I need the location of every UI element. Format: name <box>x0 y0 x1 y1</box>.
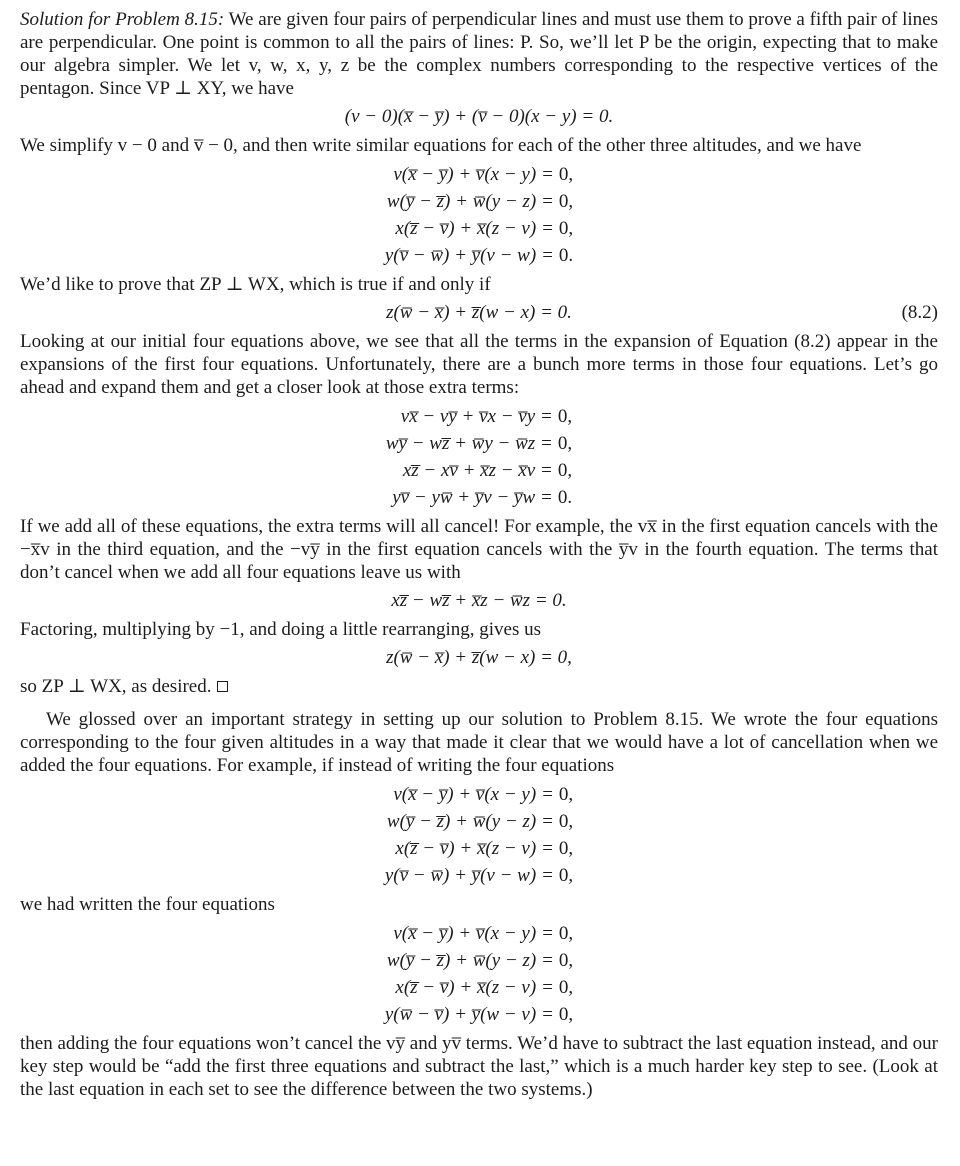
equation-row: y(v̅ − w̅) + y̅(v − w) = 0, <box>384 865 574 886</box>
equation-row: x(z̅ − v̅) + x̅(z − v) = 0, <box>395 838 574 859</box>
equation-table-4 <box>385 920 573 1028</box>
equation-row: x(z̅ − v̅) + x̅(z − v) = 0, <box>395 218 574 239</box>
equation-row: vx̅ − vy̅ + v̅x − v̅y = 0, <box>400 406 573 427</box>
paragraph-goal: We’d like to prove that ZP ⊥ WX, which is true if and only if <box>20 274 491 295</box>
equation-row: yv̅ − yw̅ + y̅v − y̅w = 0. <box>392 487 573 508</box>
equation-row: w(y̅ − z̅) + w̅(y − z) = 0, <box>386 191 574 212</box>
equation-set-altitudes <box>20 161 938 269</box>
equation-table-1 <box>385 161 573 269</box>
spacer <box>20 698 938 708</box>
paragraph-had-written: we had written the four equations <box>20 894 275 915</box>
qed-square-icon <box>217 681 228 692</box>
equation-row: v(x̅ − y̅) + v̅(x − y) = 0, <box>393 923 574 944</box>
paragraph-solution-intro <box>20 8 938 100</box>
equation-number: (8.2) <box>901 302 938 323</box>
equation-row: w(y̅ − z̅) + w̅(y − z) = 0, <box>386 811 574 832</box>
paragraph-factoring: Factoring, multiplying by −1, and doing a little rearranging, gives us <box>20 619 541 640</box>
paragraph-simplify: We simplify v − 0 and v̅ − 0, and then write similar equations for each of the other three altitudes, and we have <box>20 135 862 156</box>
equation-row: y(w̅ − v̅) + y̅(w − v) = 0, <box>384 1004 574 1025</box>
paragraph-cancellation: If we add all of these equations, the extra terms will all cancel! For example, the vx̅ in the first equation cancels with the −x̅v in the third equation, and the −vy̅ in the first equation cancels with the y̅v in the fourth equation. The terms that don’t cancel when we add all four equations leave us with <box>20 516 938 583</box>
equation-set-second-system <box>20 920 938 1028</box>
equation-table-2 <box>386 403 572 511</box>
equation-table-3 <box>385 781 573 889</box>
equation-row: v(x̅ − y̅) + v̅(x − y) = 0, <box>393 784 574 805</box>
equation-row: xz̅ − xv̅ + x̅z − x̅v = 0, <box>402 460 573 481</box>
equation-sum-result: xz̅ − wz̅ + x̅z − w̅z = 0. <box>391 590 567 611</box>
paragraph-conclusion: so ZP ⊥ WX, as desired. <box>20 675 938 698</box>
paragraph-expansion: Looking at our initial four equations above, we see that all the terms in the expansion of Equation (8.2) appear in the expansions of the first four equations. Unfortunately, there are a bunch more terms in those four equations. Let’s go ahead and expand them and get a closer look at those extra terms: <box>20 331 938 398</box>
equation-8-2-expression: z(w̅ − x̅) + z̅(w − x) = 0. <box>386 302 572 323</box>
equation-vp-perp-xy: (v − 0)(x̅ − y̅) + (v̅ − 0)(x − y) = 0. <box>344 106 614 127</box>
equation-8-2 <box>20 301 938 325</box>
solution-intro-text: We are given four pairs of perpendicular lines and must use them to prove a fifth pair of lines are perpendicular. One point is common to all the pairs of lines: P. So, we’ll let P be the origin, expecting that to make our algebra simpler. We let v, w, x, y, z be the complex numbers corresponding to the respective vertices of the pentagon. Since VP ⊥ XY, we have <box>20 9 938 99</box>
paragraph-strategy: We glossed over an important strategy in setting up our solution to Problem 8.15. We wrote the four equations corresponding to the four given altitudes in a way that made it clear that we would have a lot of cancellation when we added the four equations. For example, if instead of writing the four equations <box>20 709 938 776</box>
equation-final: z(w̅ − x̅) + z̅(w − x) = 0, <box>386 647 572 668</box>
equation-set-first-system <box>20 781 938 889</box>
equation-row: v(x̅ − y̅) + v̅(x − y) = 0, <box>393 164 574 185</box>
solution-lead: Solution for Problem 8.15: <box>20 9 225 30</box>
equation-row: x(z̅ − v̅) + x̅(z − v) = 0, <box>395 977 574 998</box>
equation-row: wy̅ − wz̅ + w̅y − w̅z = 0, <box>385 433 573 454</box>
equation-row: w(y̅ − z̅) + w̅(y − z) = 0, <box>386 950 574 971</box>
paragraph-closing: then adding the four equations won’t cancel the vy̅ and yv̅ terms. We’d have to subtract the last equation instead, and our key step would be “add the first three equations and subtract the last,” which is a much harder key step to see. (Look at the last equation in each set to see the difference between the two systems.) <box>20 1033 938 1100</box>
equation-set-expanded <box>20 403 938 511</box>
equation-row: y(v̅ − w̅) + y̅(v − w) = 0. <box>384 245 574 266</box>
